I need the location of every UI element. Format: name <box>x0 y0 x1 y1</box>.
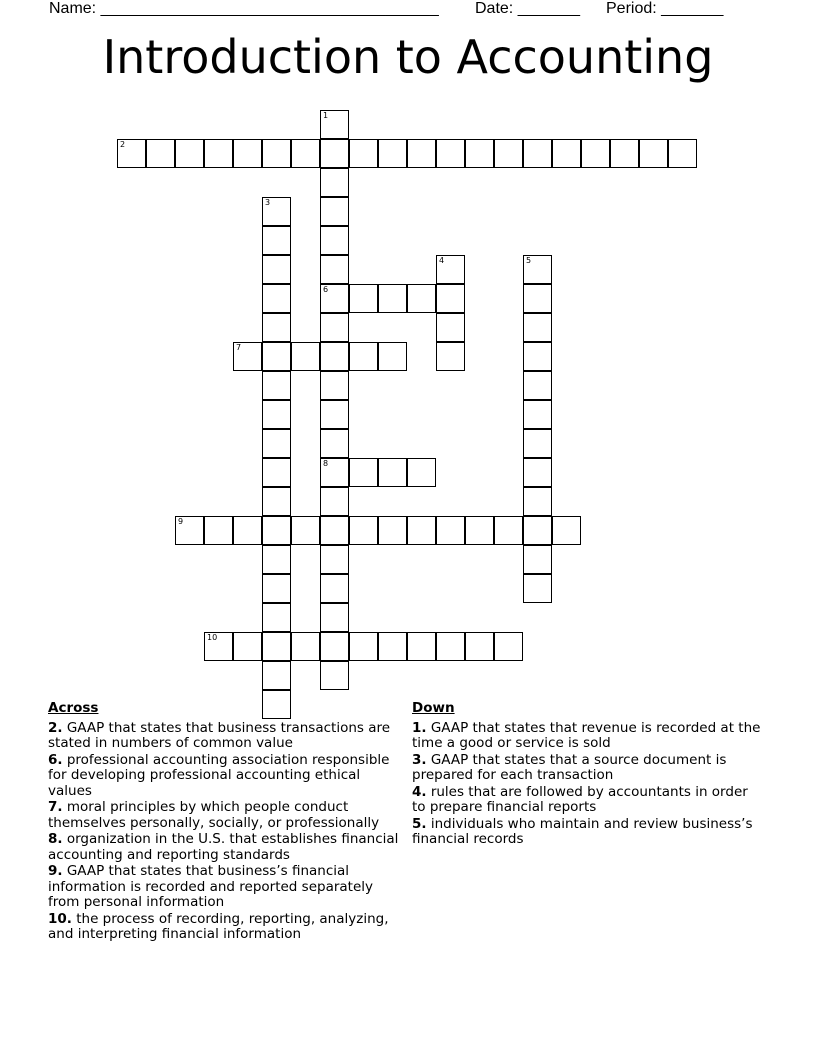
across-heading: Across <box>48 700 99 716</box>
across-clue-list <box>48 721 408 943</box>
grid-cell[interactable] <box>320 487 349 516</box>
grid-cell[interactable] <box>523 139 552 168</box>
grid-cell[interactable] <box>262 632 291 661</box>
grid-cell[interactable] <box>407 284 436 313</box>
grid-cell[interactable] <box>320 661 349 690</box>
grid-cell[interactable] <box>436 139 465 168</box>
clue-text: rules that are followed by accountants in order to prepare financial reports <box>412 783 748 815</box>
across-clue <box>48 912 408 943</box>
grid-cell[interactable] <box>436 255 465 284</box>
across-clue <box>48 864 408 911</box>
grid-cell[interactable] <box>262 342 291 371</box>
grid-cell[interactable] <box>581 139 610 168</box>
grid-cell[interactable] <box>262 226 291 255</box>
grid-cell[interactable] <box>204 632 233 661</box>
grid-cell[interactable] <box>233 516 262 545</box>
grid-cell[interactable] <box>349 139 378 168</box>
grid-cell[interactable] <box>523 545 552 574</box>
clue-text: GAAP that states that a source document is prepared for each transaction <box>412 751 727 783</box>
grid-cell[interactable] <box>465 516 494 545</box>
down-clues <box>412 701 762 849</box>
clue-number: 9. <box>48 863 63 879</box>
grid-cell[interactable] <box>436 516 465 545</box>
grid-cell[interactable] <box>262 400 291 429</box>
grid-cell[interactable] <box>494 516 523 545</box>
grid-cell[interactable] <box>407 516 436 545</box>
grid-cell[interactable] <box>320 545 349 574</box>
clue-number: 5. <box>412 815 427 832</box>
grid-cell[interactable] <box>320 284 349 313</box>
grid-cell[interactable] <box>523 371 552 400</box>
grid-cell[interactable] <box>349 516 378 545</box>
across-clue <box>48 721 408 752</box>
clue-number: 1 <box>323 111 329 120</box>
grid-cell[interactable] <box>262 458 291 487</box>
grid-cell[interactable] <box>407 139 436 168</box>
clue-number: 8. <box>48 831 63 847</box>
clue-number: 4 <box>439 256 445 265</box>
grid-cell[interactable] <box>523 574 552 603</box>
grid-cell[interactable] <box>204 139 233 168</box>
grid-cell[interactable] <box>320 255 349 284</box>
clue-text: individuals who maintain and review business’s financial records <box>412 815 753 847</box>
grid-cell[interactable] <box>262 284 291 313</box>
across-clue <box>48 800 408 831</box>
grid-cell[interactable] <box>262 429 291 458</box>
down-heading: Down <box>412 700 455 716</box>
clue-number: 2 <box>120 140 126 149</box>
grid-cell[interactable] <box>523 429 552 458</box>
grid-cell[interactable] <box>407 458 436 487</box>
grid-cell[interactable] <box>552 516 581 545</box>
clue-number: 3. <box>412 751 427 768</box>
clue-number: 10 <box>207 633 218 642</box>
grid-cell[interactable] <box>320 632 349 661</box>
grid-cell[interactable] <box>349 458 378 487</box>
grid-cell[interactable] <box>233 632 262 661</box>
grid-cell[interactable] <box>320 168 349 197</box>
grid-cell[interactable] <box>320 516 349 545</box>
down-clue <box>412 753 762 784</box>
clue-number: 9 <box>178 517 184 526</box>
grid-cell[interactable] <box>436 342 465 371</box>
grid-cell[interactable] <box>320 226 349 255</box>
grid-cell[interactable] <box>320 197 349 226</box>
clue-number: 8 <box>323 459 329 468</box>
grid-cell[interactable] <box>523 342 552 371</box>
grid-cell[interactable] <box>320 458 349 487</box>
across-clue <box>48 832 408 863</box>
clue-text: moral principles by which people conduct themselves personally, socially, or professionally <box>48 799 380 831</box>
clue-number: 4. <box>412 783 427 800</box>
clue-number: 10. <box>48 910 72 927</box>
period-field[interactable]: Period: _______ <box>606 0 724 17</box>
grid-cell[interactable] <box>465 632 494 661</box>
grid-cell[interactable] <box>262 574 291 603</box>
grid-cell[interactable] <box>378 342 407 371</box>
grid-cell[interactable] <box>349 284 378 313</box>
grid-cell[interactable] <box>639 139 668 168</box>
clue-number: 7 <box>236 343 242 352</box>
grid-cell[interactable] <box>291 139 320 168</box>
grid-cell[interactable] <box>436 632 465 661</box>
grid-cell[interactable] <box>146 139 175 168</box>
grid-cell[interactable] <box>320 313 349 342</box>
grid-cell[interactable] <box>494 632 523 661</box>
clue-text: GAAP that states that revenue is recorded at the time a good or service is sold <box>412 719 761 751</box>
grid-cell[interactable] <box>233 342 262 371</box>
grid-cell[interactable] <box>436 313 465 342</box>
grid-cell[interactable] <box>262 661 291 690</box>
grid-cell[interactable] <box>668 139 697 168</box>
clue-text: organization in the U.S. that establishes financial accounting and reporting standards <box>48 831 399 863</box>
down-clue <box>412 817 762 848</box>
clue-number: 1. <box>412 719 427 736</box>
grid-cell[interactable] <box>523 458 552 487</box>
grid-cell[interactable] <box>262 487 291 516</box>
grid-cell[interactable] <box>291 516 320 545</box>
grid-cell[interactable] <box>320 603 349 632</box>
grid-cell[interactable] <box>552 139 581 168</box>
grid-cell[interactable] <box>523 487 552 516</box>
grid-cell[interactable] <box>378 284 407 313</box>
clue-number: 6. <box>48 751 63 768</box>
grid-cell[interactable] <box>262 516 291 545</box>
grid-cell[interactable] <box>291 632 320 661</box>
grid-cell[interactable] <box>175 139 204 168</box>
grid-cell[interactable] <box>262 603 291 632</box>
clue-number: 2. <box>48 719 63 736</box>
grid-cell[interactable] <box>291 342 320 371</box>
clue-number: 7. <box>48 799 63 815</box>
grid-cell[interactable] <box>262 545 291 574</box>
grid-cell[interactable] <box>233 139 262 168</box>
grid-cell[interactable] <box>320 574 349 603</box>
grid-cell[interactable] <box>349 342 378 371</box>
grid-cell[interactable] <box>262 139 291 168</box>
grid-cell[interactable] <box>320 342 349 371</box>
grid-cell[interactable] <box>436 284 465 313</box>
grid-cell[interactable] <box>262 371 291 400</box>
clue-number: 3 <box>265 198 271 207</box>
grid-cell[interactable] <box>262 313 291 342</box>
across-clue <box>48 753 408 800</box>
clue-text: GAAP that states that business’s financial information is recorded and reported separately from personal information <box>48 863 374 910</box>
grid-cell[interactable] <box>320 110 349 139</box>
grid-cell[interactable] <box>378 632 407 661</box>
grid-cell[interactable] <box>378 458 407 487</box>
clue-text: professional accounting association responsible for developing professional accounting ethical values <box>48 751 390 799</box>
grid-cell[interactable] <box>378 139 407 168</box>
grid-cell[interactable] <box>175 516 204 545</box>
grid-cell[interactable] <box>320 429 349 458</box>
grid-cell[interactable] <box>465 139 494 168</box>
date-field[interactable]: Date: _______ <box>475 0 580 17</box>
clue-number: 5 <box>526 256 532 265</box>
grid-cell[interactable] <box>610 139 639 168</box>
grid-cell[interactable] <box>320 400 349 429</box>
clue-text: the process of recording, reporting, analyzing, and interpreting financial information <box>48 910 389 942</box>
grid-cell[interactable] <box>204 516 233 545</box>
grid-cell[interactable] <box>262 255 291 284</box>
grid-cell[interactable] <box>523 284 552 313</box>
grid-cell[interactable] <box>378 516 407 545</box>
clue-number: 6 <box>323 285 329 294</box>
grid-cell[interactable] <box>494 139 523 168</box>
across-clues <box>48 701 408 944</box>
clue-text: GAAP that states that business transactions are stated in numbers of common value <box>48 719 391 751</box>
name-field[interactable]: Name: ______________________________________ <box>49 0 439 17</box>
down-clue <box>412 721 762 752</box>
down-clue <box>412 785 762 816</box>
grid-cell[interactable] <box>523 313 552 342</box>
grid-cell[interactable] <box>320 371 349 400</box>
grid-cell[interactable] <box>523 255 552 284</box>
page-title: Introduction to Accounting <box>102 30 714 84</box>
down-clue-list <box>412 721 762 848</box>
grid-cell[interactable] <box>523 516 552 545</box>
grid-cell[interactable] <box>117 139 146 168</box>
grid-cell[interactable] <box>262 197 291 226</box>
grid-cell[interactable] <box>320 139 349 168</box>
grid-cell[interactable] <box>523 400 552 429</box>
grid-cell[interactable] <box>407 632 436 661</box>
grid-cell[interactable] <box>349 632 378 661</box>
